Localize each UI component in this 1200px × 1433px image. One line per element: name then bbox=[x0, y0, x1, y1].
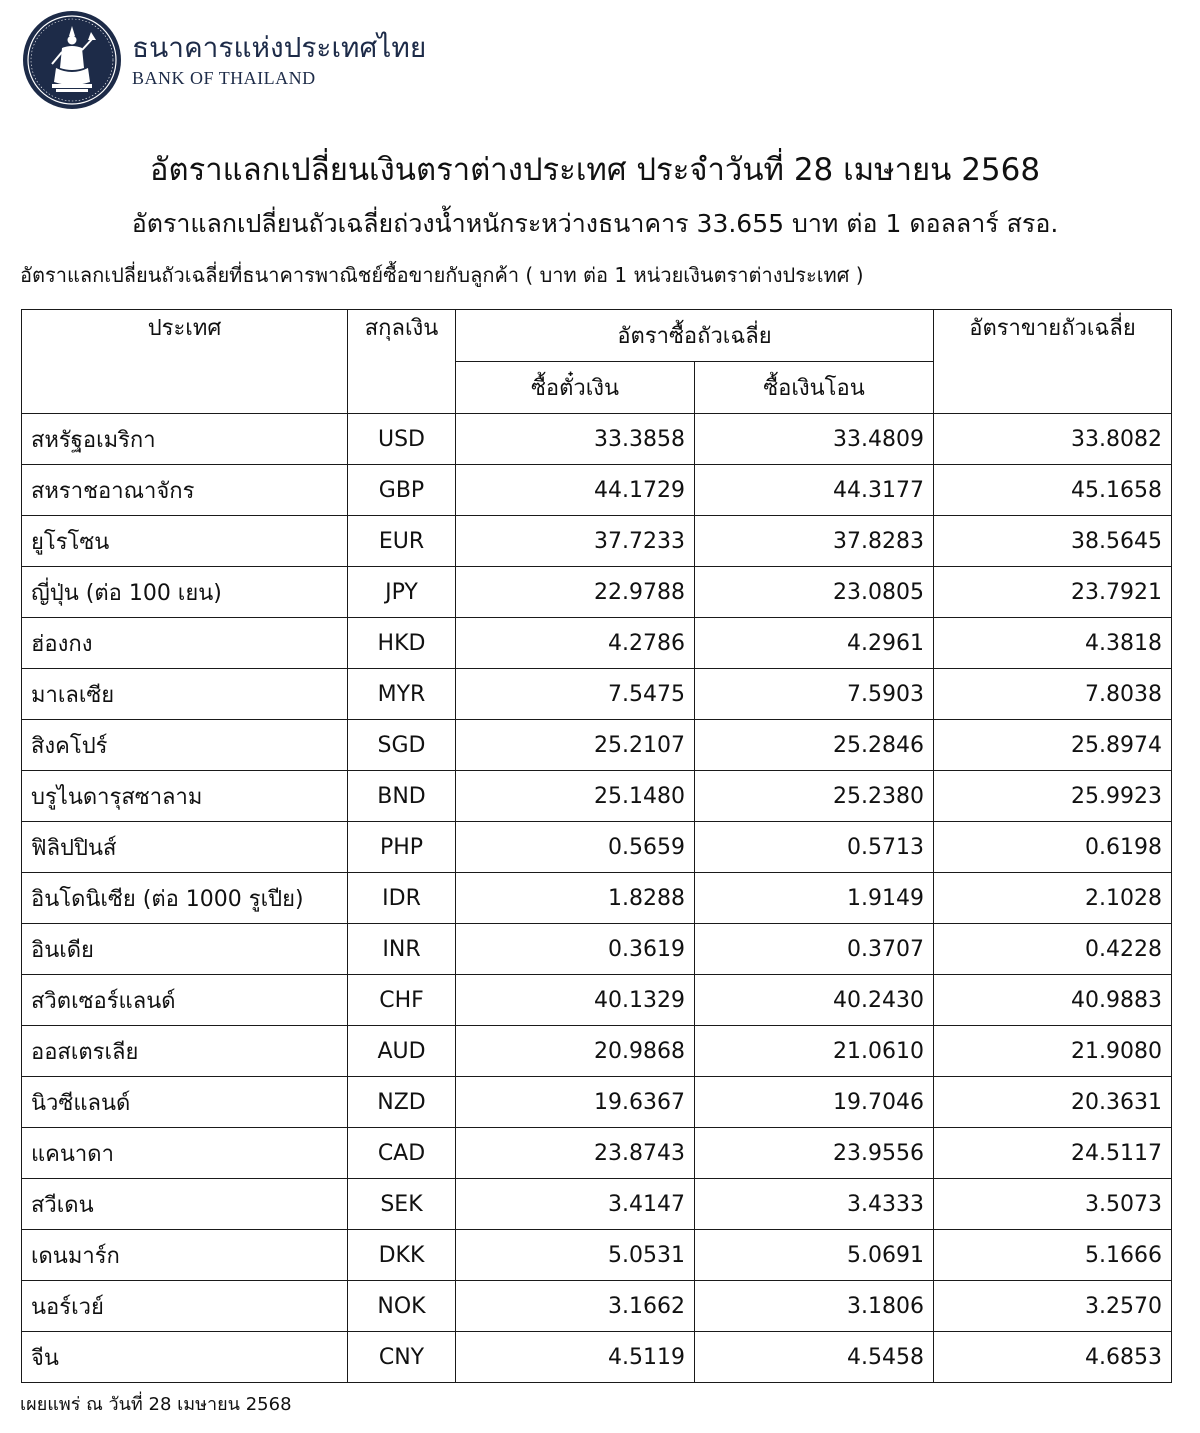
cell-sell: 23.7921 bbox=[934, 567, 1172, 618]
publish-date: เผยแพร่ ณ วันที่ 28 เมษายน 2568 bbox=[20, 1394, 292, 1415]
cell-currency: BND bbox=[348, 771, 456, 822]
cell-country: เดนมาร์ก bbox=[22, 1230, 348, 1281]
cell-country: ออสเตรเลีย bbox=[22, 1026, 348, 1077]
cell-buy-bill: 7.5475 bbox=[456, 669, 695, 720]
table-row bbox=[22, 822, 1172, 873]
brand bbox=[132, 30, 426, 90]
cell-buy-bill: 44.1729 bbox=[456, 465, 695, 516]
cell-sell: 33.8082 bbox=[934, 414, 1172, 465]
cell-currency: CAD bbox=[348, 1128, 456, 1179]
cell-buy-transfer: 21.0610 bbox=[695, 1026, 934, 1077]
cell-buy-transfer: 5.0691 bbox=[695, 1230, 934, 1281]
header-buying-rate: อัตราซื้อถัวเฉลี่ย bbox=[456, 310, 934, 362]
cell-country: ญี่ปุ่น (ต่อ 100 เยน) bbox=[22, 567, 348, 618]
cell-currency: CHF bbox=[348, 975, 456, 1026]
cell-sell: 24.5117 bbox=[934, 1128, 1172, 1179]
cell-country: สวิตเซอร์แลนด์ bbox=[22, 975, 348, 1026]
cell-buy-bill: 33.3858 bbox=[456, 414, 695, 465]
cell-buy-transfer: 37.8283 bbox=[695, 516, 934, 567]
table-note: อัตราแลกเปลี่ยนถัวเฉลี่ยที่ธนาคารพาณิชย์ซื้อขายกับลูกค้า ( บาท ต่อ 1 หน่วยเงินตราต่างประเทศ ) bbox=[20, 263, 864, 287]
cell-buy-transfer: 4.2961 bbox=[695, 618, 934, 669]
cell-currency: USD bbox=[348, 414, 456, 465]
cell-buy-transfer: 25.2380 bbox=[695, 771, 934, 822]
cell-buy-transfer: 7.5903 bbox=[695, 669, 934, 720]
header-selling-rate: อัตราขายถัวเฉลี่ย bbox=[934, 310, 1172, 414]
cell-sell: 45.1658 bbox=[934, 465, 1172, 516]
cell-currency: NOK bbox=[348, 1281, 456, 1332]
table-row bbox=[22, 414, 1172, 465]
cell-country: นอร์เวย์ bbox=[22, 1281, 348, 1332]
cell-sell: 2.1028 bbox=[934, 873, 1172, 924]
table-row bbox=[22, 924, 1172, 975]
cell-buy-transfer: 25.2846 bbox=[695, 720, 934, 771]
cell-buy-bill: 5.0531 bbox=[456, 1230, 695, 1281]
table-row bbox=[22, 567, 1172, 618]
table-header bbox=[22, 310, 1172, 414]
table-row bbox=[22, 720, 1172, 771]
exchange-rate-table bbox=[21, 309, 1172, 1383]
cell-country: อินเดีย bbox=[22, 924, 348, 975]
cell-country: ฟิลิปปินส์ bbox=[22, 822, 348, 873]
cell-currency: CNY bbox=[348, 1332, 456, 1383]
cell-sell: 4.3818 bbox=[934, 618, 1172, 669]
cell-sell: 3.5073 bbox=[934, 1179, 1172, 1230]
cell-country: ฮ่องกง bbox=[22, 618, 348, 669]
page-subtitle: อัตราแลกเปลี่ยนถัวเฉลี่ยถ่วงน้ำหนักระหว่างธนาคาร 33.655 บาท ต่อ 1 ดอลลาร์ สรอ. bbox=[131, 209, 1059, 238]
header-currency: สกุลเงิน bbox=[348, 310, 456, 414]
cell-sell: 5.1666 bbox=[934, 1230, 1172, 1281]
cell-buy-bill: 40.1329 bbox=[456, 975, 695, 1026]
cell-country: บรูไนดารุสซาลาม bbox=[22, 771, 348, 822]
cell-buy-transfer: 3.4333 bbox=[695, 1179, 934, 1230]
cell-currency: PHP bbox=[348, 822, 456, 873]
cell-sell: 0.6198 bbox=[934, 822, 1172, 873]
cell-buy-transfer: 33.4809 bbox=[695, 414, 934, 465]
cell-sell: 40.9883 bbox=[934, 975, 1172, 1026]
cell-buy-bill: 19.6367 bbox=[456, 1077, 695, 1128]
bank-of-thailand-seal-icon bbox=[22, 10, 122, 110]
cell-country: มาเลเซีย bbox=[22, 669, 348, 720]
table-row bbox=[22, 516, 1172, 567]
table-row bbox=[22, 1281, 1172, 1332]
cell-buy-transfer: 44.3177 bbox=[695, 465, 934, 516]
table-row bbox=[22, 618, 1172, 669]
cell-country: นิวซีแลนด์ bbox=[22, 1077, 348, 1128]
cell-buy-transfer: 0.3707 bbox=[695, 924, 934, 975]
table-row bbox=[22, 975, 1172, 1026]
cell-sell: 0.4228 bbox=[934, 924, 1172, 975]
cell-country: สหราชอาณาจักร bbox=[22, 465, 348, 516]
cell-buy-bill: 20.9868 bbox=[456, 1026, 695, 1077]
cell-sell: 4.6853 bbox=[934, 1332, 1172, 1383]
table-row bbox=[22, 1026, 1172, 1077]
cell-sell: 25.8974 bbox=[934, 720, 1172, 771]
cell-currency: JPY bbox=[348, 567, 456, 618]
cell-buy-bill: 0.5659 bbox=[456, 822, 695, 873]
cell-currency: MYR bbox=[348, 669, 456, 720]
cell-buy-bill: 4.2786 bbox=[456, 618, 695, 669]
cell-country: แคนาดา bbox=[22, 1128, 348, 1179]
brand-name-th: ธนาคารแห่งประเทศไทย bbox=[132, 31, 427, 64]
cell-buy-transfer: 19.7046 bbox=[695, 1077, 934, 1128]
cell-buy-bill: 25.1480 bbox=[456, 771, 695, 822]
cell-currency: IDR bbox=[348, 873, 456, 924]
cell-buy-bill: 1.8288 bbox=[456, 873, 695, 924]
cell-buy-transfer: 1.9149 bbox=[695, 873, 934, 924]
cell-sell: 25.9923 bbox=[934, 771, 1172, 822]
cell-sell: 20.3631 bbox=[934, 1077, 1172, 1128]
cell-buy-transfer: 40.2430 bbox=[695, 975, 934, 1026]
cell-currency: GBP bbox=[348, 465, 456, 516]
cell-buy-bill: 3.1662 bbox=[456, 1281, 695, 1332]
cell-buy-bill: 37.7233 bbox=[456, 516, 695, 567]
cell-country: ยูโรโซน bbox=[22, 516, 348, 567]
table-row bbox=[22, 669, 1172, 720]
table-row bbox=[22, 1230, 1172, 1281]
cell-currency: INR bbox=[348, 924, 456, 975]
cell-buy-bill: 0.3619 bbox=[456, 924, 695, 975]
cell-country: สวีเดน bbox=[22, 1179, 348, 1230]
cell-buy-transfer: 23.0805 bbox=[695, 567, 934, 618]
cell-currency: SEK bbox=[348, 1179, 456, 1230]
cell-currency: HKD bbox=[348, 618, 456, 669]
cell-country: จีน bbox=[22, 1332, 348, 1383]
cell-sell: 21.9080 bbox=[934, 1026, 1172, 1077]
cell-sell: 3.2570 bbox=[934, 1281, 1172, 1332]
header-buying-bill: ซื้อตั๋วเงิน bbox=[456, 362, 695, 414]
table-row bbox=[22, 465, 1172, 516]
cell-currency: DKK bbox=[348, 1230, 456, 1281]
cell-buy-bill: 3.4147 bbox=[456, 1179, 695, 1230]
header-country: ประเทศ bbox=[22, 310, 348, 414]
page-title: อัตราแลกเปลี่ยนเงินตราต่างประเทศ ประจำวันที่ 28 เมษายน 2568 bbox=[149, 152, 1041, 188]
cell-country: อินโดนิเซีย (ต่อ 1000 รูเปีย) bbox=[22, 873, 348, 924]
cell-sell: 38.5645 bbox=[934, 516, 1172, 567]
header-buying-transfer: ซื้อเงินโอน bbox=[695, 362, 934, 414]
cell-currency: SGD bbox=[348, 720, 456, 771]
cell-currency: AUD bbox=[348, 1026, 456, 1077]
table-row bbox=[22, 1179, 1172, 1230]
brand-name-en: BANK OF THAILAND bbox=[132, 68, 316, 88]
table-body bbox=[22, 414, 1172, 1383]
cell-buy-bill: 25.2107 bbox=[456, 720, 695, 771]
header bbox=[22, 10, 426, 110]
cell-currency: EUR bbox=[348, 516, 456, 567]
table-row bbox=[22, 1128, 1172, 1179]
cell-buy-transfer: 3.1806 bbox=[695, 1281, 934, 1332]
cell-buy-transfer: 4.5458 bbox=[695, 1332, 934, 1383]
cell-buy-transfer: 0.5713 bbox=[695, 822, 934, 873]
cell-buy-transfer: 23.9556 bbox=[695, 1128, 934, 1179]
cell-buy-bill: 23.8743 bbox=[456, 1128, 695, 1179]
table-row bbox=[22, 1077, 1172, 1128]
table-row bbox=[22, 771, 1172, 822]
table-row bbox=[22, 873, 1172, 924]
cell-buy-bill: 22.9788 bbox=[456, 567, 695, 618]
cell-buy-bill: 4.5119 bbox=[456, 1332, 695, 1383]
cell-sell: 7.8038 bbox=[934, 669, 1172, 720]
cell-country: สหรัฐอเมริกา bbox=[22, 414, 348, 465]
cell-country: สิงคโปร์ bbox=[22, 720, 348, 771]
table-row bbox=[22, 1332, 1172, 1383]
cell-currency: NZD bbox=[348, 1077, 456, 1128]
